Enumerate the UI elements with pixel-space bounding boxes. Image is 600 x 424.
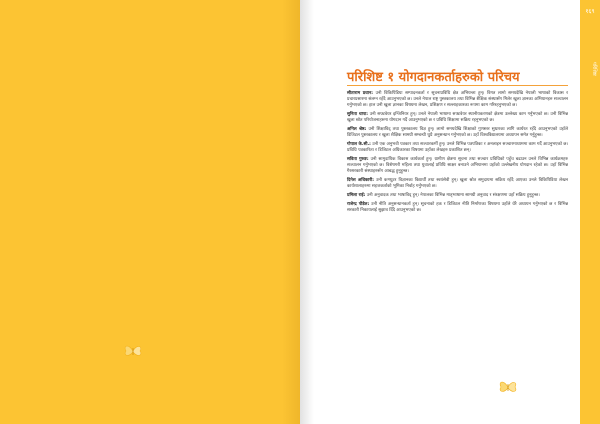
contributor-bio: उनी एक अनुभवी पत्रकार तथा सञ्चारकर्मी हुन्। उनले विभिन्न पत्रपत्रिका र अनलाइन सञ्चारमाध्यममा काम गर्दै आउनुभएको छ। प्रविधि पत्रकारिता र डिजिटल अधिकारका विषयमा उहाँका लेखहरु प्रकाशित छन्। <box>347 141 568 153</box>
section-edge-label: परिशिष्ट <box>591 62 597 76</box>
contributor-entry <box>347 178 568 190</box>
contributor-name: राजेन्द्र पौडेल: <box>347 201 370 207</box>
page-gutter-shadow <box>300 0 314 424</box>
contributor-bio: उनी विकिपिडिया सम्पादनकर्ता र सूचनाप्रविधि क्षेत्र अभियन्ता हुन्। विगत लामो समयदेखि नेपाली भाषाको विकास र प्रचारप्रसारमा संलग्न रहँदै आउनुभएको छ। उनले नेपाल राष्ट्र पुस्तकालय तथा विभिन्न शैक्षिक संस्थासँग मिलेर खुला ज्ञानका अभियानहरु सञ्चालन गर्नुभएको छ। हाल उनी खुला ज्ञानका विषयमा लेखन, प्रशिक्षण र सल्लाहकारका रूपमा काम गरिरहनुभएको छ। <box>347 91 568 108</box>
contributor-name: गोपाल के.सी.: <box>347 141 371 147</box>
contributors-list <box>347 91 568 217</box>
page-fold-shadow <box>282 0 300 424</box>
contributor-bio: उनी शिक्षाविद् तथा पुस्तकालय विज्ञ हुन्। लामो समयदेखि शिक्षाको गुणस्तर सुधारका लागि कार्यरत रहँदै आउनुभएको उहाँले डिजिटल पुस्तकालय र खुला शैक्षिक सामग्री सम्बन्धी थुप्रै अनुसन्धान गर्नुभएको छ। उहाँ विश्वविद्यालयमा अध्यापन समेत गर्नुहुन्छ। <box>347 126 568 138</box>
contributor-bio: उनी सफ्टवेयर इन्जिनियर हुन्। उनले नेपाली भाषामा सफ्टवेयर स्थानीयकरणको क्षेत्रमा उल्लेख्य काम गर्नुभएको छ। उनी विभिन्न खुला स्रोत परियोजनाहरुमा योगदान गर्दै आउनुभएको छ र प्रविधि शिक्षामा सक्रिय रहनुभएको छ। <box>347 111 569 123</box>
right-page <box>300 0 600 424</box>
contributor-bio: उनी नीति अनुसन्धानकर्ता हुन्। सूचनाको हक र डिजिटल नीति निर्माणका विषयमा उहाँले धेरै अध्ययन गर्नुभएको छ र विभिन्न सरकारी निकायलाई सुझाव दिँदै आउनुभएको छ। <box>347 201 568 213</box>
contributor-name: सविता गुरुङ: <box>347 156 369 162</box>
page-edge-band <box>580 0 600 424</box>
butterfly-icon <box>122 340 144 362</box>
contributor-entry <box>347 157 568 175</box>
contributor-entry <box>347 91 568 109</box>
contributor-name: सीताराम प्रधान: <box>347 91 374 96</box>
page-number: १६९ <box>585 8 595 15</box>
contributor-entry <box>347 127 568 139</box>
contributor-bio: उनी कम्प्युटर विज्ञानका विद्यार्थी तथा स्वयंसेवी हुन्। खुला स्रोत समुदायमा सक्रिय रहँदै आएका उनले विकिपिडिया लेखन कार्यशालाहरुमा सहजकर्ताको भूमिका निर्वाह गर्नुभएको छ। <box>347 177 568 189</box>
contributor-entry <box>347 193 568 199</box>
title-underline <box>347 85 568 86</box>
contributor-name: प्रमिला राई: <box>347 192 366 198</box>
contributor-name: दिनेश अधिकारी: <box>347 177 374 183</box>
contributor-bio: उनी सामुदायिक विकास कार्यकर्ता हुन्। ग्रामीण क्षेत्रमा सूचना तथा सञ्चार प्रविधिको पहुँच बढाउन उनले विभिन्न कार्यक्रमहरु सञ्चालन गर्नुभएको छ। विशेषगरी महिला तथा युवालाई प्रविधि साक्षर बनाउने अभियानमा उहाँको उल्लेखनीय योगदान रहेको छ। उहाँ विभिन्न गैरसरकारी संस्थाहरुसँग आबद्ध हुनुहुन्छ। <box>347 156 568 174</box>
butterfly-icon <box>497 376 519 398</box>
contributor-entry <box>347 112 568 124</box>
contributor-entry <box>347 142 568 154</box>
contributor-name: सुनिता थापा: <box>347 111 368 117</box>
page-title: परिशिष्ट १ योगदानकर्ताहरुको परिचय <box>347 70 520 85</box>
contributor-name: अनिल श्रेष्ठ: <box>347 126 367 132</box>
contributor-entry <box>347 202 568 214</box>
contributor-bio: उनी अनुवादक तथा भाषाविद् हुन्। नेपालका विभिन्न मातृभाषामा सामग्री अनुवाद र संरक्षणमा उहाँ सक्रिय हुनुहुन्छ। <box>366 192 540 198</box>
